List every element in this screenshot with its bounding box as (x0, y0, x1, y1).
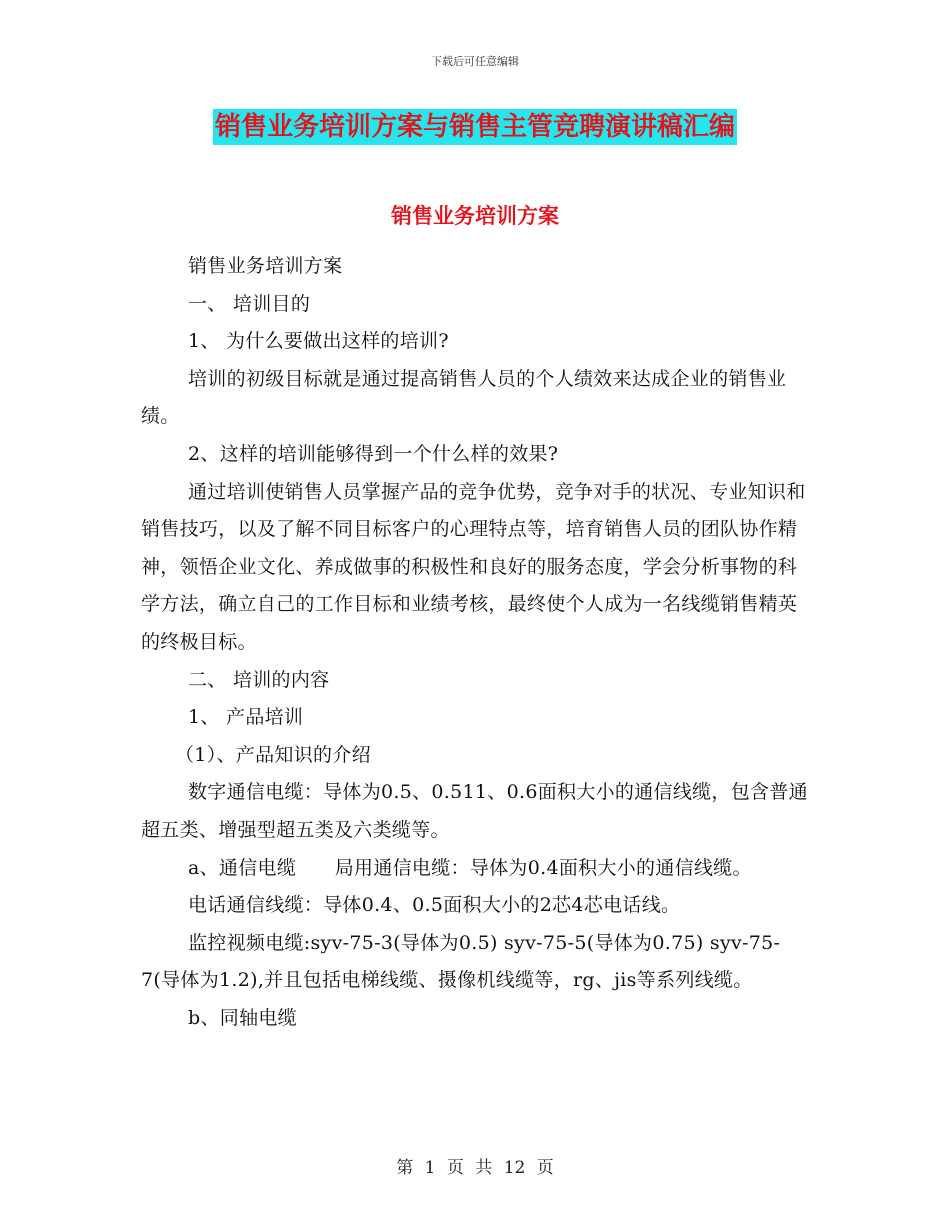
paragraph: 培训的初级目标就是通过提高销售人员的个人绩效来达成企业的销售业绩。 (141, 367, 787, 428)
section-title: 销售业务培训方案 (391, 204, 559, 228)
paragraph: 电话通信线缆：导体0.4、0.5面积大小的2芯4芯电话线。 (188, 894, 681, 917)
page-footer: 第 1 页 共 12 页 (396, 1158, 554, 1178)
paragraph: 监控视频电缆:syv-75-3(导体为0.5) syv-75-5(导体为0.75) syv-75-7(导体为1.2),并且包括电梯线缆、摄像机线缆等，rg、jis等系列线缆。 (141, 931, 781, 992)
header-note: 下载后可任意编辑 (431, 55, 519, 68)
paragraph: 数字通信电缆：导体为0.5、0.511、0.6面积大小的通信线缆，包含普通超五类、增强型超五类及六类缆等。 (141, 781, 808, 841)
paragraph: 通过培训使销售人员掌握产品的竞争优势，竞争对手的状况、专业知识和销售技巧，以及了解不同目标客户的心理特点等，培育销售人员的团队协作精神，领悟企业文化、养成做事的积极性和良好的服务态度，学会分析事物的科学方法，确立自己的工作目标和业绩考核，最终使个人成为一名线缆销售精英的终极目标。 (141, 480, 806, 653)
paragraph: 二、 培训的内容 (188, 668, 330, 691)
main-title-block (0, 109, 950, 145)
paragraph: （1）、产品知识的介绍 (175, 743, 371, 766)
paragraph: 一、 培训目的 (188, 292, 311, 315)
paragraph: 销售业务培训方案 (188, 255, 343, 277)
document-body (141, 248, 813, 1037)
paragraph: 2、这样的培训能够得到一个什么样的效果? (188, 442, 559, 465)
paragraph: 1、 产品培训 (188, 706, 304, 729)
paragraph: b、同轴电缆 (188, 1006, 297, 1029)
paragraph: a、通信电缆 局用通信电缆：导体为0.4面积大小的通信线缆。 (188, 856, 752, 879)
paragraph: 1、 为什么要做出这样的培训? (188, 330, 449, 353)
main-title: 销售业务培训方案与销售主管竞聘演讲稿汇编 (213, 109, 737, 145)
